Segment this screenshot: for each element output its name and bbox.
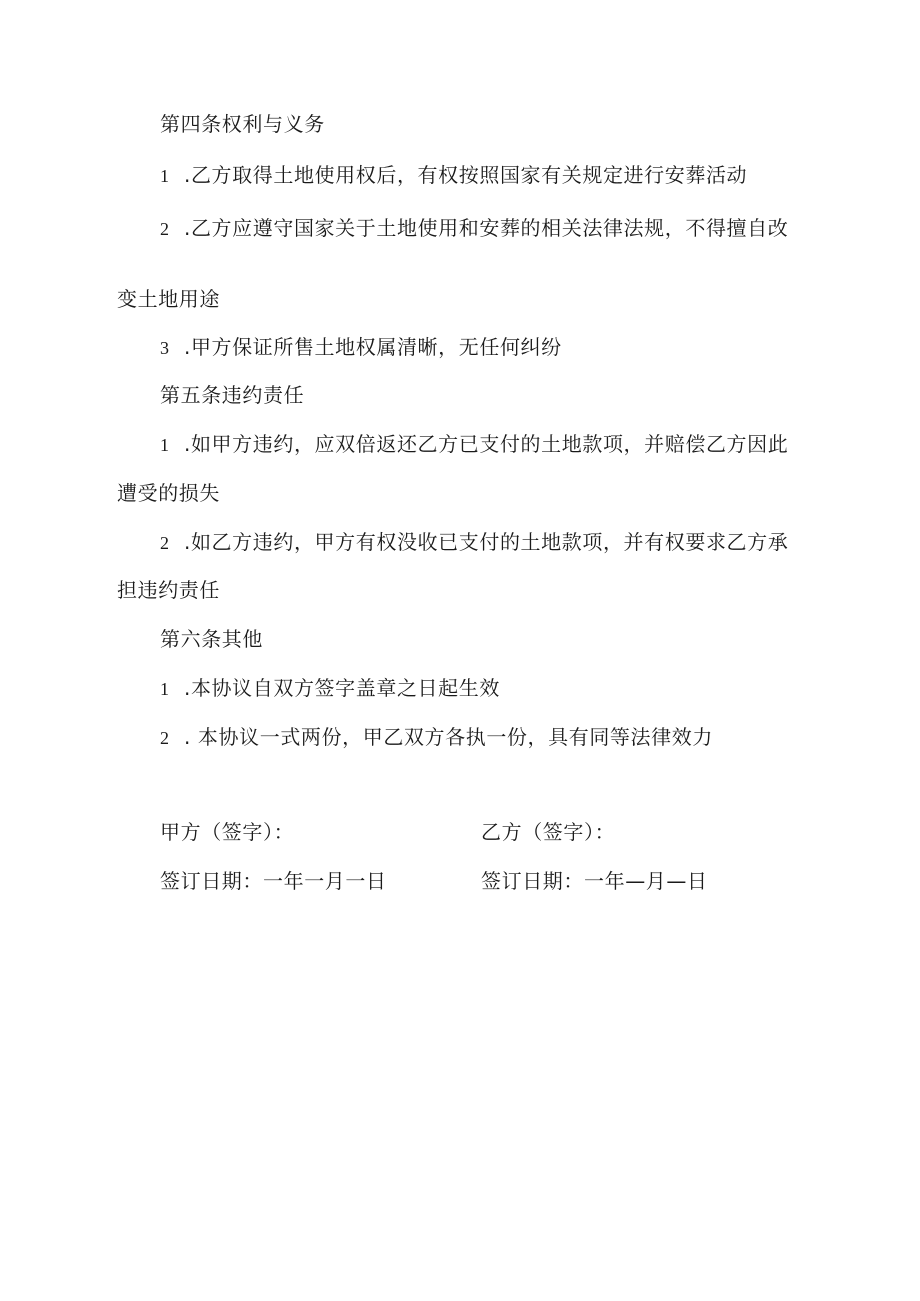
party-b-date-label: 签订日期：一年—月—日 [481,869,708,893]
item-text: . 本协议一式两份，甲乙双方各执一份，具有同等法律效力 [184,725,713,749]
item-text: .乙方取得土地使用权后，有权按照国家有关规定进行安葬活动 [184,163,748,187]
article6-heading: 第六条其他 [160,627,263,651]
party-a-date-label: 签订日期：一年一月一日 [160,869,387,893]
item-text: .如乙方违约，甲方有权没收已支付的土地款项，并有权要求乙方承 [184,530,789,554]
article4-heading: 第四条权利与义务 [160,112,325,136]
item-number: 2 [160,219,170,239]
article4-item-2-continuation: 变土地用途 [117,287,220,311]
article4-item-1 [160,163,747,188]
article6-item-1 [160,676,500,701]
article5-item-1-continuation: 遭受的损失 [117,481,220,505]
article5-item-1 [160,432,788,457]
item-number: 2 [160,728,170,748]
item-text: .乙方应遵守国家关于土地使用和安葬的相关法律法规，不得擅自改 [184,216,789,240]
party-b-signature-label: 乙方（签字）： [481,820,616,844]
article4-item-3 [160,335,562,360]
item-number: 3 [160,338,170,358]
article5-heading: 第五条违约责任 [160,383,305,407]
item-number: 2 [160,533,170,553]
item-number: 1 [160,679,170,699]
item-number: 1 [160,166,170,186]
article4-item-2 [160,216,788,241]
article5-item-2 [160,530,788,555]
item-text: .如甲方违约，应双倍返还乙方已支付的土地款项，并赔偿乙方因此 [184,432,789,456]
article6-item-2 [160,725,713,750]
item-number: 1 [160,435,170,455]
item-text: .甲方保证所售土地权属清晰，无任何纠纷 [184,335,562,359]
item-text: .本协议自双方签字盖章之日起生效 [184,676,500,700]
party-a-signature-label: 甲方（签字）： [160,820,295,844]
article5-item-2-continuation: 担违约责任 [117,578,220,602]
